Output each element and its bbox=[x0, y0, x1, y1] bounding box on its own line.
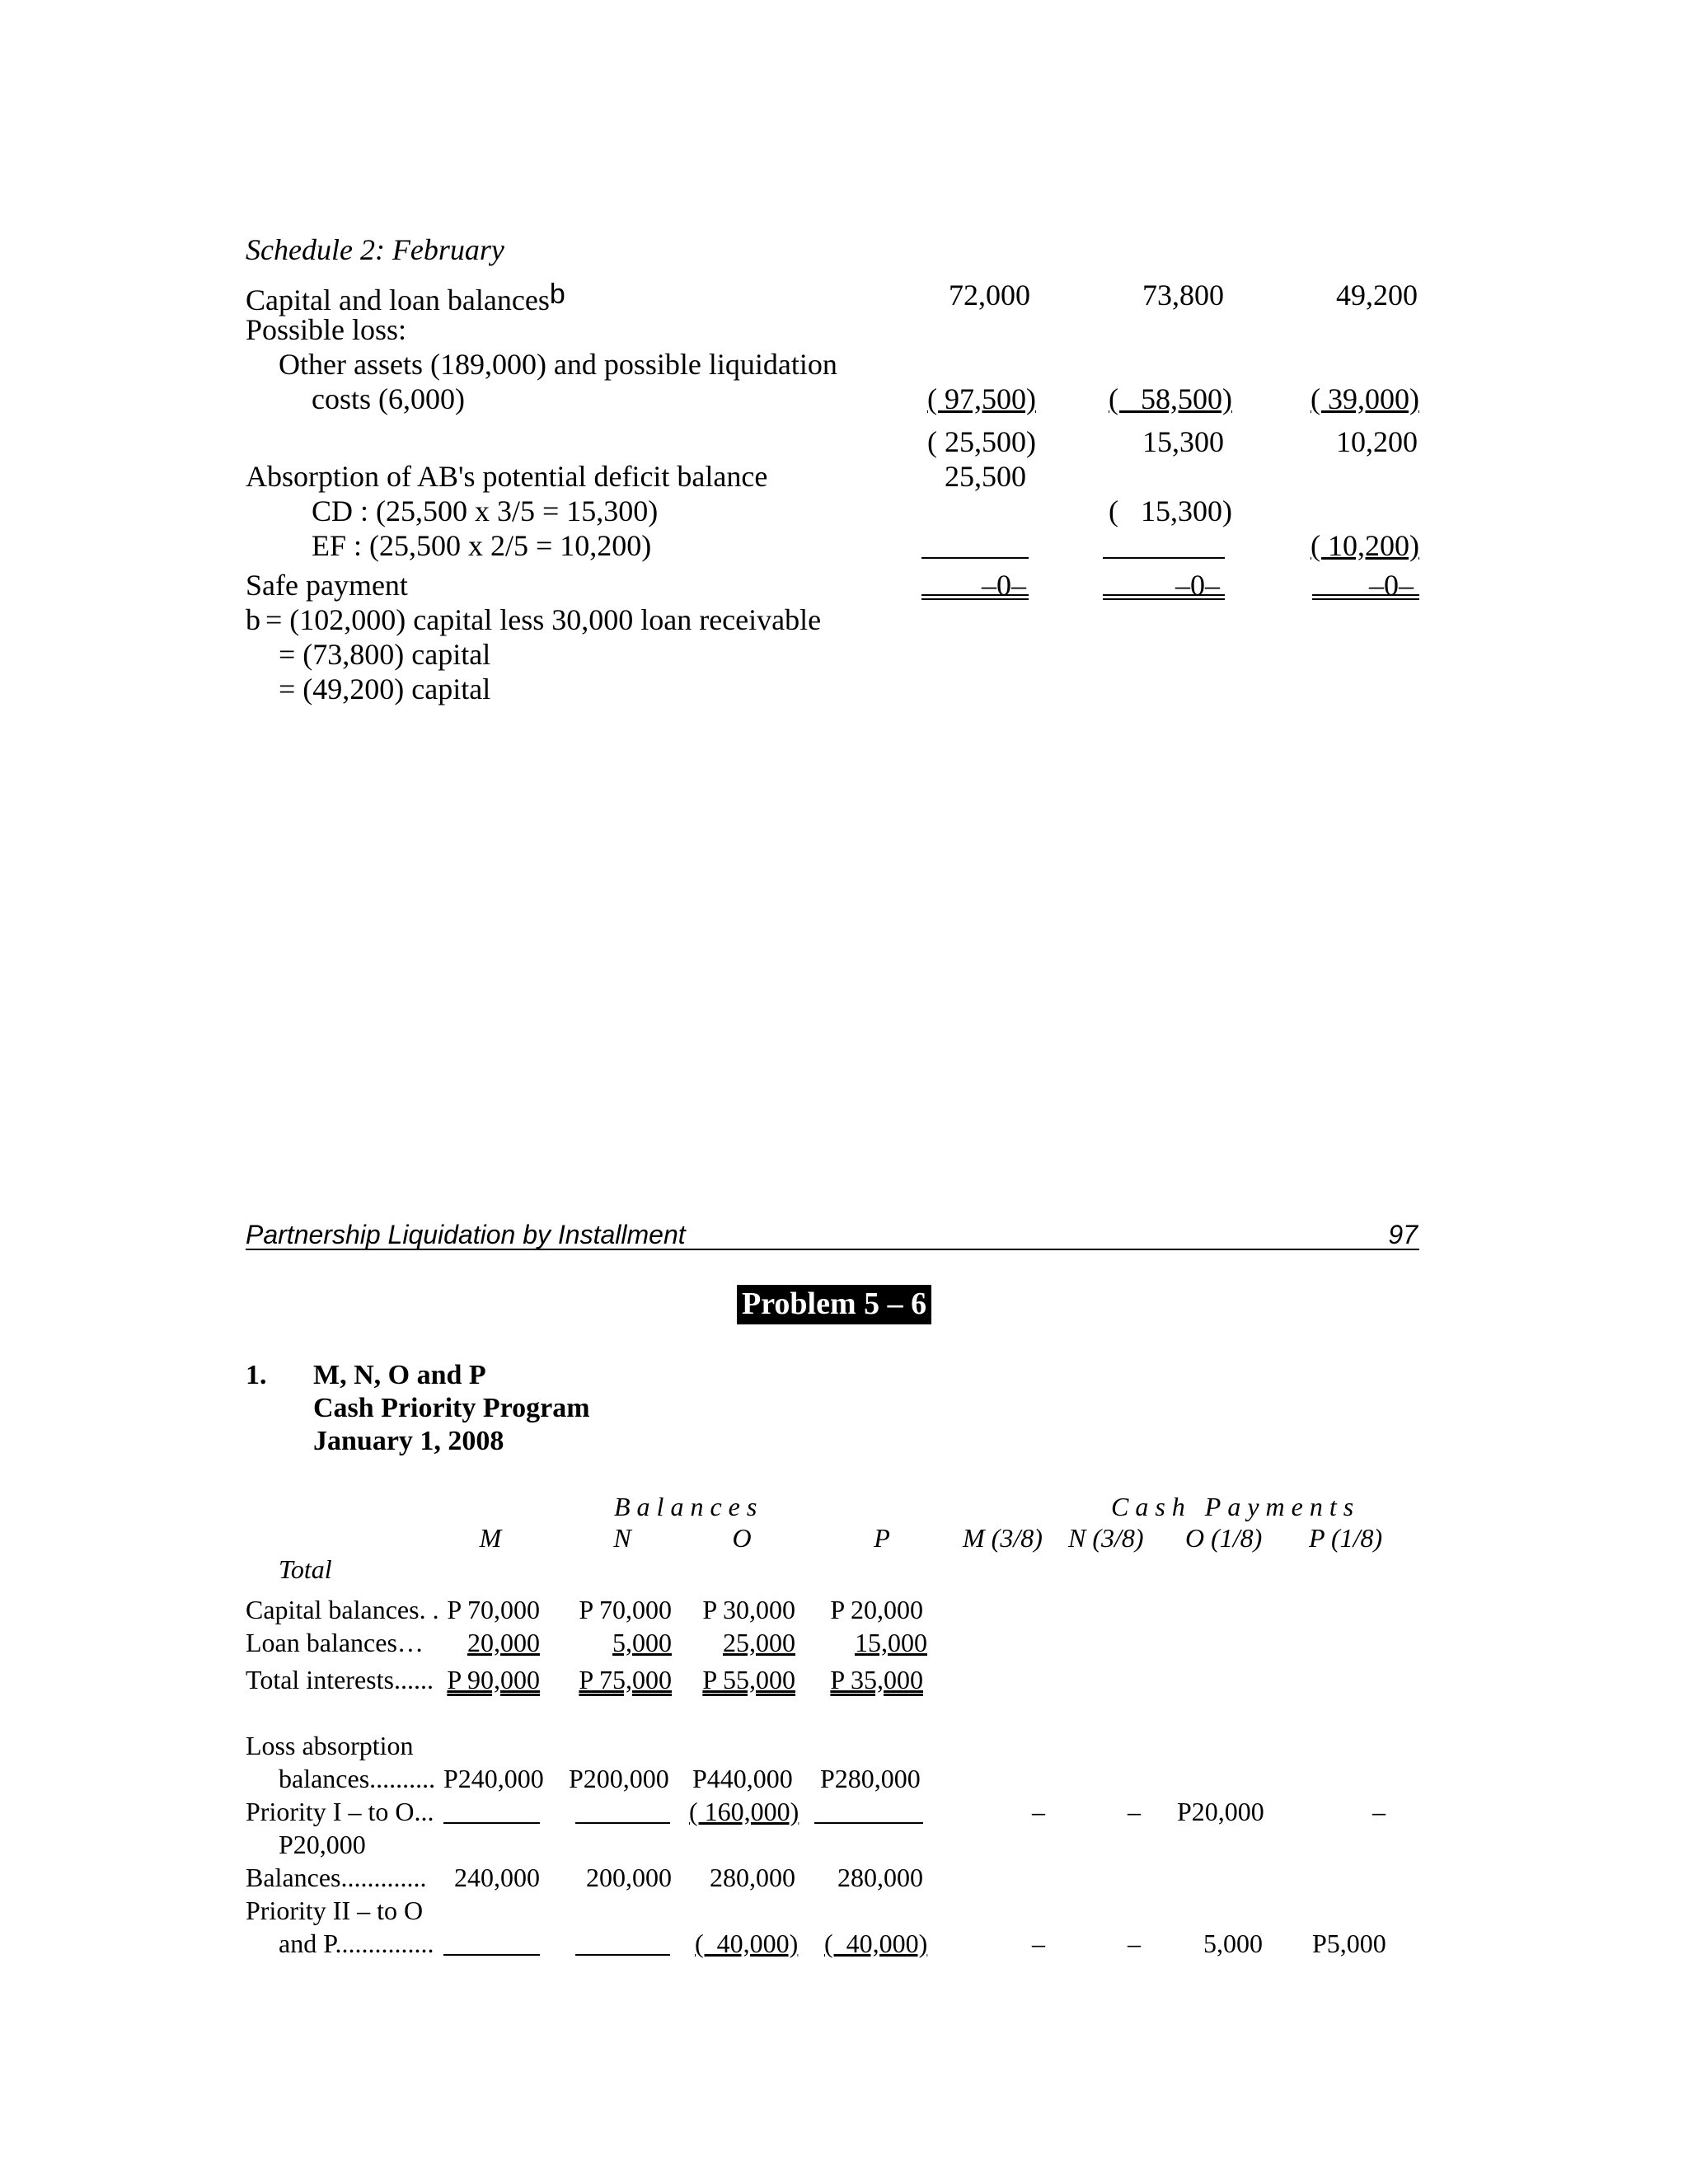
balances-header: Balances bbox=[614, 1492, 764, 1521]
loan-p: 15,000 bbox=[855, 1628, 927, 1657]
total-interests-label: Total interests...... bbox=[246, 1665, 434, 1694]
note-line-1: = (102,000) capital less 30,000 loan receivable bbox=[265, 603, 822, 636]
loss-o: P440,000 bbox=[692, 1764, 793, 1793]
capital-balances-label: Capital balances. . bbox=[246, 1595, 439, 1624]
priority-2-label-1: Priority II – to O bbox=[246, 1896, 424, 1925]
note-line-2: = (73,800) capital bbox=[279, 638, 491, 671]
other-assets-label-1: Other assets (189,000) and possible liquidation bbox=[279, 348, 837, 381]
balances-label: Balances............. bbox=[246, 1863, 427, 1892]
pay-col-o: O (1/8) bbox=[1185, 1523, 1263, 1553]
total-interest-o: P 55,000 bbox=[702, 1665, 795, 1694]
pay-col-m: M (3/8) bbox=[963, 1523, 1043, 1553]
priority-1-rule-p bbox=[814, 1822, 923, 1824]
note-b-marker: b bbox=[246, 603, 260, 636]
priority-2-pay-p: P5,000 bbox=[1312, 1929, 1386, 1958]
subtotal-value-1: ( 25,500) bbox=[927, 425, 1036, 458]
footer-title: Partnership Liquidation by Installment bbox=[246, 1220, 686, 1249]
priority-2-pay-o: 5,000 bbox=[1203, 1929, 1263, 1958]
note-line-3: = (49,200) capital bbox=[279, 673, 491, 705]
total-interest-n: P 75,000 bbox=[579, 1665, 672, 1694]
balance-n: 200,000 bbox=[586, 1863, 672, 1892]
page-number: 97 bbox=[1388, 1220, 1418, 1249]
priority-1-pay-m: – bbox=[1032, 1797, 1045, 1826]
safe-double-rule-1 bbox=[921, 594, 1029, 600]
balance-p: 280,000 bbox=[837, 1863, 923, 1892]
subtotal-value-3: 10,200 bbox=[1336, 425, 1418, 458]
possible-loss-label: Possible loss: bbox=[246, 313, 407, 346]
problem-number: 1. bbox=[246, 1360, 267, 1390]
capital-p: P 20,000 bbox=[830, 1595, 923, 1624]
priority-2-p: ( 40,000) bbox=[824, 1929, 928, 1958]
safe-payment-label: Safe payment bbox=[246, 569, 408, 602]
priority-1-rule-n bbox=[575, 1822, 670, 1824]
safe-double-rule-2 bbox=[1103, 594, 1225, 600]
priority-1-label: Priority I – to O... bbox=[246, 1797, 434, 1826]
footer-rule bbox=[246, 1249, 1419, 1250]
capital-m: P 70,000 bbox=[447, 1595, 540, 1624]
schedule-title: Schedule 2: February bbox=[246, 233, 504, 266]
absorption-label: Absorption of AB's potential deficit balance bbox=[246, 460, 768, 493]
loss-m: P240,000 bbox=[443, 1764, 544, 1793]
priority-2-rule-n bbox=[575, 1954, 670, 1956]
col-o: O bbox=[732, 1523, 752, 1553]
problem-title: Problem 5 – 6 bbox=[737, 1288, 931, 1319]
balance-m: 240,000 bbox=[454, 1863, 540, 1892]
priority-2-o: ( 40,000) bbox=[695, 1929, 799, 1958]
col-p: P bbox=[874, 1523, 890, 1553]
col-n: N bbox=[613, 1523, 631, 1553]
total-label: Total bbox=[279, 1554, 332, 1584]
priority-2-pay-m: – bbox=[1032, 1929, 1045, 1958]
priority-1-pay-n: – bbox=[1128, 1797, 1141, 1826]
ef-allocation-value: ( 10,200) bbox=[1311, 529, 1419, 562]
loan-o: 25,000 bbox=[723, 1628, 795, 1657]
heading-partners: M, N, O and P bbox=[313, 1360, 486, 1390]
subtotal-value-2: 15,300 bbox=[1142, 425, 1224, 458]
total-interest-m: P 90,000 bbox=[447, 1665, 540, 1694]
loan-m: 20,000 bbox=[467, 1628, 540, 1657]
cash-payments-header: Cash Payments bbox=[1111, 1492, 1361, 1521]
safe-value-2: –0– bbox=[1175, 569, 1220, 602]
loss-absorption-label-1: Loss absorption bbox=[246, 1731, 414, 1760]
priority-2-label-2: and P............... bbox=[279, 1929, 434, 1958]
other-assets-label-2: costs (6,000) bbox=[312, 382, 465, 415]
pay-col-p: P (1/8) bbox=[1309, 1523, 1383, 1553]
cd-allocation-value: ( 15,300) bbox=[1109, 494, 1232, 527]
heading-date: January 1, 2008 bbox=[313, 1426, 504, 1456]
balance-o: 280,000 bbox=[710, 1863, 795, 1892]
priority-1-o: ( 160,000) bbox=[689, 1797, 799, 1826]
priority-2-rule-m bbox=[443, 1954, 540, 1956]
absorption-value: 25,500 bbox=[945, 460, 1026, 493]
loss-p: P280,000 bbox=[820, 1764, 921, 1793]
loss-absorption-label-2: balances.......... bbox=[279, 1764, 436, 1793]
loss-n: P200,000 bbox=[569, 1764, 669, 1793]
heading-program: Cash Priority Program bbox=[313, 1393, 590, 1423]
loss-value-1: ( 97,500) bbox=[927, 382, 1036, 415]
safe-value-1: –0– bbox=[982, 569, 1026, 602]
priority-1-pay-p: – bbox=[1372, 1797, 1386, 1826]
priority-2-pay-n: – bbox=[1128, 1929, 1141, 1958]
priority-1-amount: P20,000 bbox=[279, 1830, 366, 1859]
capital-o: P 30,000 bbox=[702, 1595, 795, 1624]
loan-balances-label: Loan balances… bbox=[246, 1628, 424, 1657]
safe-double-rule-3 bbox=[1312, 594, 1419, 600]
total-rule-1 bbox=[921, 557, 1029, 559]
pay-col-n: N (3/8) bbox=[1068, 1523, 1144, 1553]
priority-1-rule-m bbox=[443, 1822, 540, 1824]
capital-value-1: 72,000 bbox=[949, 279, 1030, 312]
cd-allocation-label: CD : (25,500 x 3/5 = 15,300) bbox=[312, 494, 659, 527]
total-interest-p: P 35,000 bbox=[830, 1665, 923, 1694]
capital-value-2: 73,800 bbox=[1142, 279, 1224, 312]
priority-1-pay-o: P20,000 bbox=[1177, 1797, 1264, 1826]
safe-value-3: –0– bbox=[1369, 569, 1414, 602]
loss-value-3: ( 39,000) bbox=[1311, 382, 1419, 415]
loss-value-2: ( 58,500) bbox=[1109, 382, 1232, 415]
capital-loan-label: Capital and loan balances$^b$ bbox=[246, 279, 565, 316]
capital-value-3: 49,200 bbox=[1336, 279, 1418, 312]
loan-n: 5,000 bbox=[612, 1628, 672, 1657]
ef-allocation-label: EF : (25,500 x 2/5 = 10,200) bbox=[312, 529, 652, 562]
col-m: M bbox=[479, 1523, 502, 1553]
capital-n: P 70,000 bbox=[579, 1595, 672, 1624]
total-rule-2 bbox=[1103, 557, 1225, 559]
